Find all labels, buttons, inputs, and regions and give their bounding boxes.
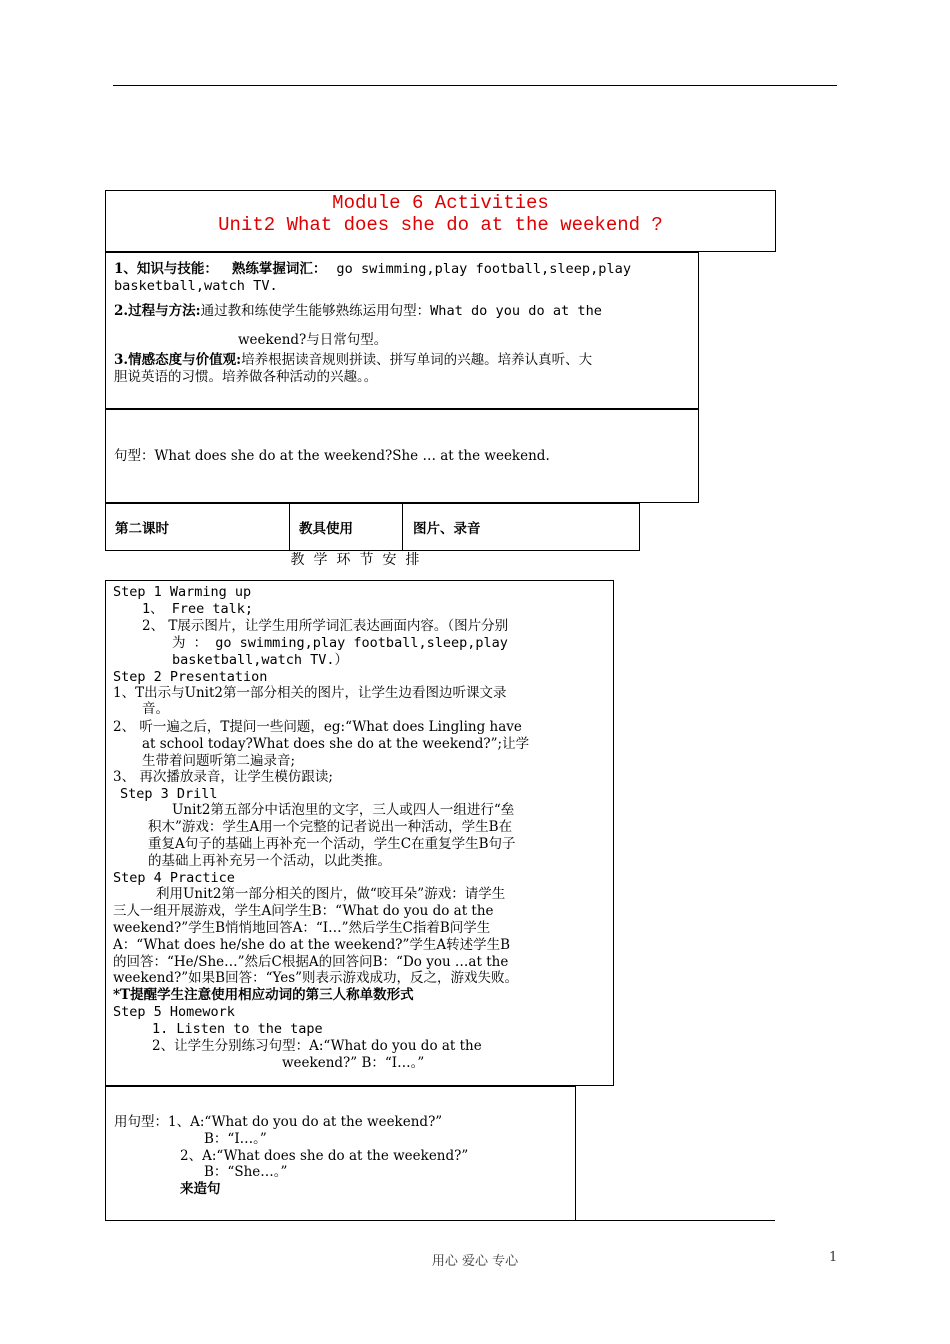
step-line: 利用Unit2第一部分相关的图片，做“咬耳朵”游戏：请学生 — [156, 886, 506, 902]
tools-label: 教具使用 — [299, 521, 353, 537]
step-line: 1、T出示与Unit2第一部分相关的图片，让学生边看图边听课文录 — [113, 685, 507, 701]
usage-line: 2、A:“What does she do at the weekend?” — [180, 1148, 469, 1164]
step-line: 的基础上再补充另一个活动，以此类推。 — [148, 853, 391, 869]
page-number: 1 — [829, 1250, 838, 1265]
step-line: at school today?What does she do at the weekend?”;让学 — [142, 736, 530, 752]
step-line: Step 4 Practice — [113, 870, 235, 886]
step-line: 3、 再次播放录音，让学生模仿跟读; — [113, 769, 333, 785]
objective-line-4: weekend?与日常句型。 — [238, 332, 388, 348]
objectives-box — [105, 252, 699, 409]
usage-line: B：“She…。” — [204, 1164, 288, 1180]
bottom-rule — [576, 1220, 775, 1221]
usage-line: 来造句 — [180, 1181, 221, 1197]
step-line: weekend?”如果B回答：“Yes”则表示游戏成功，反之，游戏失败。 — [113, 970, 519, 986]
step-line: 积木”游戏：学生A用一个完整的记者说出一种活动，学生B在 — [148, 819, 513, 835]
objective-line-5: 3.情感态度与价值观:培养根据读音规则拼读、拼写单词的兴趣。培养认真听、大 — [114, 352, 593, 368]
sentence-box — [105, 409, 699, 503]
step-line: Step 1 Warming up — [113, 584, 252, 600]
step-line: 为 ： go swimming,play football,sleep,play — [172, 635, 508, 651]
lesson-label: 第二课时 — [115, 521, 169, 537]
step-line: A：“What does he/she do at the weekend?”学生A转述学生B — [113, 937, 511, 953]
title-box — [105, 190, 776, 252]
step-line: 2、让学生分别练习句型：A:“What do you do at the — [152, 1038, 482, 1054]
info-row — [105, 503, 640, 551]
usage-line: 用句型：1、A:“What do you do at the weekend?” — [114, 1114, 443, 1130]
step-line: weekend?”学生B悄悄地回答A：“I…”然后学生C指着B问学生 — [113, 920, 491, 936]
step-line: Step 2 Presentation — [113, 669, 268, 685]
arrangement-label: 教学环节安排 — [290, 552, 429, 568]
key-sentence: 句型：What does she do at the weekend?She … at the weekend. — [114, 448, 550, 464]
step-line: basketball,watch TV.） — [172, 652, 349, 668]
step-line: 1、 Free talk; — [142, 601, 254, 617]
footer-text: 用心 爱心 专心 — [431, 1254, 519, 1269]
objective-line-6: 胆说英语的习惯。培养做各种活动的兴趣。。 — [114, 369, 378, 385]
step-line: Unit2第五部分中话泡里的文字，三人或四人一组进行“垒 — [172, 802, 515, 818]
module-title: Module 6 Activities — [332, 192, 549, 214]
step-line: 的回答：“He/She…”然后C根据A的回答问B：“Do you …at the — [113, 954, 509, 970]
step-line: 重复A句子的基础上再补充一个活动，学生C在重复学生B句子 — [148, 836, 516, 852]
step-line: Step 3 Drill — [120, 786, 218, 802]
usage-line: B：“I…。” — [204, 1131, 267, 1147]
unit-title: Unit2 What does she do at the weekend ? — [218, 214, 663, 236]
step-line: weekend?” B：“I…。” — [282, 1055, 425, 1071]
objective-line-3: 2.过程与方法:通过教和练使学生能够熟练运用句型：What do you do at the — [114, 303, 602, 319]
step-line: 三人一组开展游戏，学生A问学生B：“What do you do at the — [113, 903, 494, 919]
tools-value: 图片、录音 — [413, 521, 481, 537]
objective-line-1: 1、知识与技能： 熟练掌握词汇： go swimming,play football,sleep,play — [114, 261, 632, 277]
step-line: 音。 — [142, 701, 169, 717]
steps-box — [105, 580, 614, 1086]
step-line: 2、 T展示图片，让学生用所学词汇表达画面内容。（图片分别 — [142, 618, 509, 634]
usage-box — [105, 1086, 576, 1221]
header-rule — [113, 85, 837, 86]
objective-line-2: basketball,watch TV. — [114, 278, 278, 294]
step-line: Step 5 Homework — [113, 1004, 235, 1020]
step-line: 生带着问题听第二遍录音; — [142, 753, 296, 769]
step-line: *T提醒学生注意使用相应动词的第三人称单数形式 — [113, 987, 414, 1003]
step-line: 1. Listen to the tape — [152, 1021, 323, 1037]
step-line: 2、 听一遍之后，T提问一些问题，eg:“What does Lingling have — [113, 719, 522, 735]
